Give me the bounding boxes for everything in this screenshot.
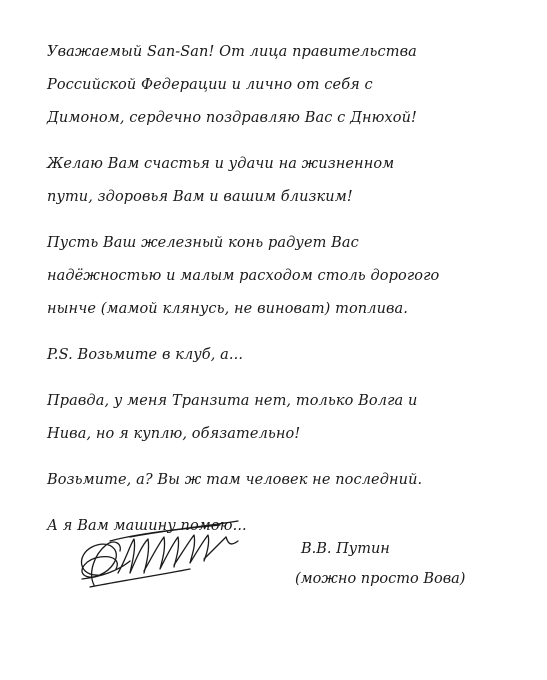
letter-line: Пусть Ваш железный конь радует Вас (47, 235, 359, 251)
letter-line: Возьмите, а? Вы ж там человек не последний. (47, 472, 423, 488)
signer-name: В.В. Путин (301, 541, 390, 557)
paragraph-car (47, 227, 517, 326)
letter-line: надёжностью и малым расходом столь дорогого (47, 268, 440, 284)
handwritten-signature-icon (70, 515, 250, 605)
letter-line: Желаю Вам счастья и удачи на жизненном (47, 156, 395, 172)
letter-line: нынче (мамой клянусь, не виноват) топлива. (47, 301, 409, 317)
letter-line: Российской Федерации и лично от себя с (47, 77, 373, 93)
paragraph-greeting (47, 36, 517, 135)
paragraph-request (47, 464, 517, 497)
letter-line: Правда, у меня Транзита нет, только Волга и (47, 393, 418, 409)
paragraph-truth (47, 385, 517, 451)
signature-block (295, 534, 465, 594)
letter-line: пути, здоровья Вам и вашим близким! (47, 189, 353, 205)
letter-line: Нива, но я куплю, обязательно! (47, 426, 301, 442)
letter-line: А я Вам машину помою... (47, 518, 247, 534)
signer-note: (можно просто Вова) (295, 571, 466, 587)
paragraph-postscript (47, 339, 517, 372)
letter-line: P.S. Возьмите в клуб, а... (47, 347, 244, 363)
letter-body (47, 36, 517, 556)
letter-line: Уважаемый San-San! От лица правительства (47, 44, 417, 60)
paragraph-wishes (47, 148, 517, 214)
letter-line: Димоном, сердечно поздравляю Вас с Днюхой! (47, 110, 417, 126)
